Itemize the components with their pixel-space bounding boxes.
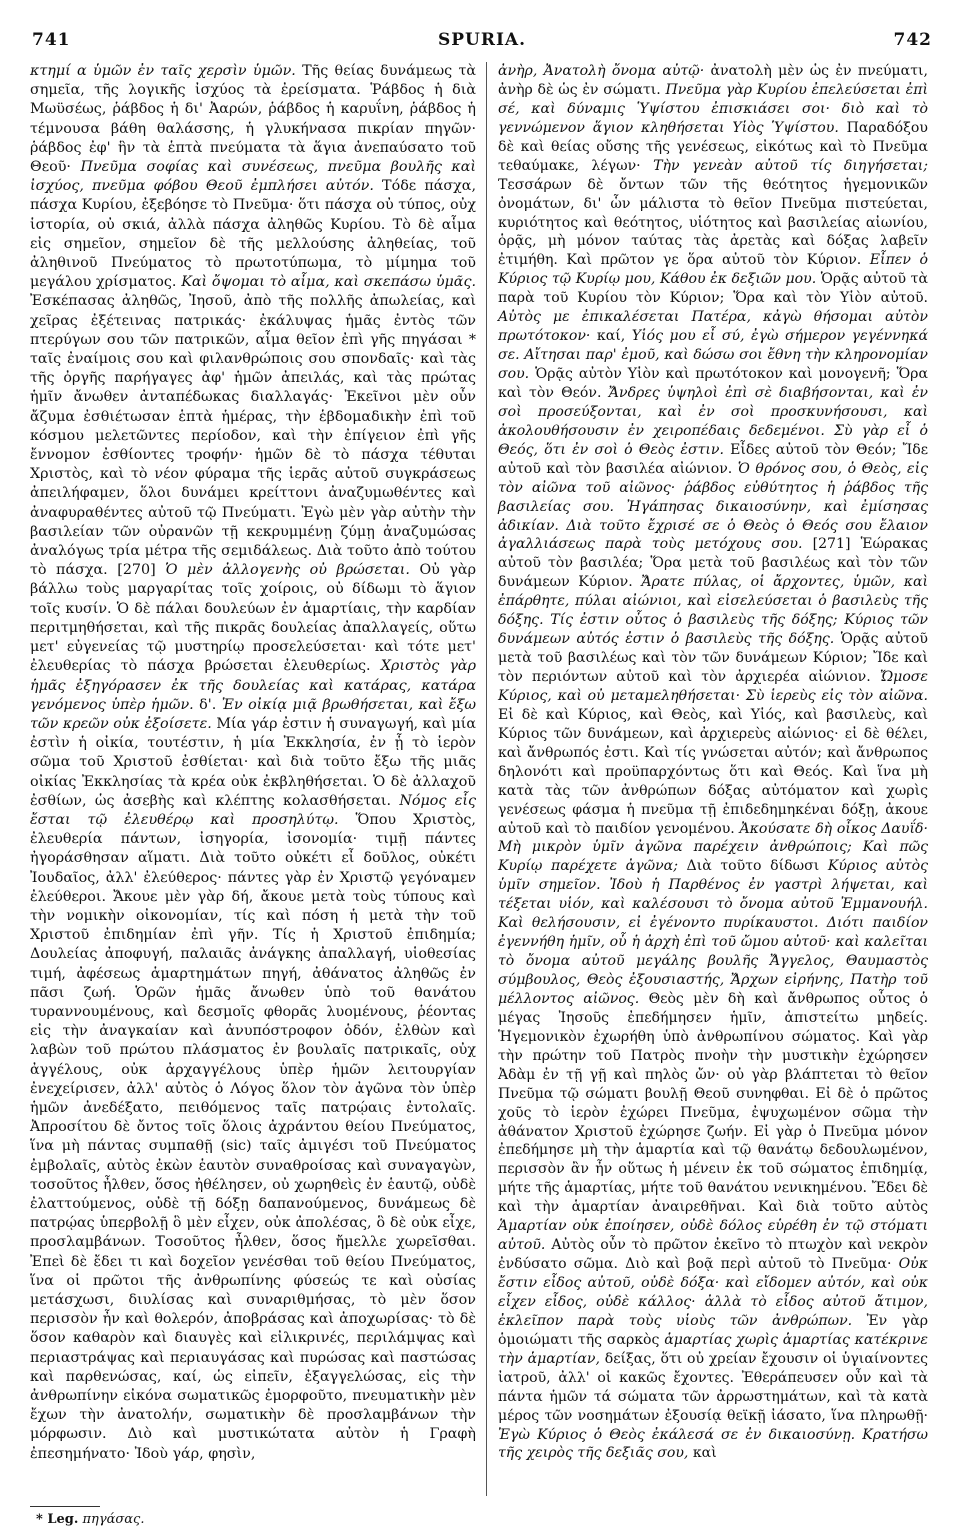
- body-text: Ὁρᾷς αὐτοῦ μετὰ τοῦ βασιλέως καὶ τὸν τῶν δυνάμεων Κύριον; Ἴδε καὶ τὸν περιόντων αὐτοῦ καὶ τὸν ἀρχιερέα αἰώνιον.: [498, 631, 928, 685]
- scripture-quote: Πνεῦμα σοφίας καὶ συνέσεως, πνεῦμα βουλῆς καὶ ἰσχύος, πνεῦμα φόβου Θεοῦ ἐμπλήσει αὐτόν.: [30, 159, 476, 195]
- body-text: καί,: [590, 328, 632, 345]
- scripture-quote: Πνεῦμα γὰρ Κυρίου ἐπελεύσεται ἐπὶ σέ, καὶ δύναμις Ὑψίστου ἐπισκιάσει σοι· διὸ καὶ τὸ γεννώμενον ἅγιον κληθήσεται Υἱὸς Ὑψίστου.: [498, 81, 928, 136]
- body-text: [271] Ἑώρακας αὐτοῦ τὸν βασιλέα; Ὅρα μετὰ τοῦ βασιλέως καὶ τὸν τῶν δυνάμεων Κύριον.: [498, 536, 928, 591]
- running-title: SPURIA.: [437, 30, 527, 50]
- footnote-text: πηγάσας.: [82, 1512, 145, 1527]
- scripture-quote: Ὤμοσε Κύριος, καὶ οὐ μεταμεληθήσεται· Σὺ ἱερεὺς εἰς τὸν αἰῶνα.: [498, 669, 928, 704]
- scripture-quote: Καὶ ὄψομαι τὸ αἷμα, καὶ σκεπάσω ὑμᾶς.: [181, 274, 477, 291]
- body-text: Ὅπου Χριστὸς, ἐλευθερία πάντων, ἰσηγορία, ἰσονομία· τιμῇ πάντες ἠγοράσθησαν αἵματι. Διὰ τοῦτο οὐκέτι εἶ δοῦλος, οὐκέτι Ἰουδαῖος, ἀλλ' ἐλεύθερος· πάντες γὰρ ἐν Χριστῷ γεγόναμεν ἐλεύθεροι. Ἄκουε μὲν γὰρ δή, ἄκουε μετὰ τοὺς τύπους καὶ τὴν νομικὴν οἰκονομίαν, τίς καὶ πόση ἡ μετὰ τὴν τοῦ Χριστοῦ ἐπιδημίαν ἐπὶ γῆν. Τίς ἡ Χριστοῦ ἐπιδημία; Δουλείας ἀποφυγή, παλαιᾶς ἀνάγκης ἀπαλλαγή, υἱοθεσίας τιμή, ἀφέσεως ἁμαρτημάτων πηγή, ἀθάνατος ἀληθῶς ἐν πᾶσι ζωή. Ὁρῶν ἡμᾶς ἄνωθεν ὑπὸ τοῦ θανάτου τυραννουμένους, καὶ δεσμοῖς φθορᾶς λυομένους, ῥέοντας εἰς τὴν ἀναγκαίαν καὶ ἀνυπόστροφον ὁδόν, ἐλθὼν καὶ λαβὼν τοῦ πρώτου πλάσματος ἐν βουλαῖς πατρικαῖς, οὐχ ἀγγέλους, οὐκ ἀρχαγγέλους ὑπὲρ ἡμῶν λειτουργίαν ἐνεχείρισεν, ἀλλ' αὐτὸς ὁ Λόγος ὅλον τὸν ἀγῶνα τὸν ὑπὲρ ἡμῶν ἀνεδέξατο, πειθόμενος ταῖς πατρῴαις ἐντολαῖς. Ἀπροσίτου δὲ ὄντος τοῖς ὅλοις ἀχράντου θείου Πνεύματος, ἵνα μὴ πάντας συμπαθῇ (sic) ταῖς ἀμιγέσι τοῦ Πνεύματος ἐμβολαῖς, αὐτὸς ἐκὼν ἑαυτὸν συναθροίσας καὶ συναγαγὼν, τοσοῦτος ἦλθεν, ὅσος ἠθέλησεν, οὐ χωρηθεὶς ἐν ἑαυτῷ, οὐδὲ ἐλαττούμενος, οὐδὲ τῇ δόξῃ δαπανούμενος, δυνάμεως δὲ πατρῴας ὑπερβολῇ ὃ μὲν εἶχεν, οὐκ ἀπολέσας, ὃ δὲ οὐκ εἶχε, προσλαμβάνων. Τοσοῦτος ἦλθεν, ὅσος ἤμελλε χωρεῖσθαι. Ἐπεὶ δὲ ἔδει τι καὶ δοχεῖον γενέσθαι τοῦ θείου Πνεύματος, ἵνα οἱ πρῶτοι τῆς ἀνθρωπίνης φύσεώς τε καὶ οὐσίας μετάσχωσι, διυλίσας καὶ συναριθμήσας, τὸ μὲν ὅσον περισσὸν ἦν καὶ θολερόν, ἀποβράσας καὶ ἀποχωρίσας· τὸ δὲ ὅσον καθαρὸν καὶ διαυγὲς καὶ εἰλικρινές, περιλάμψας καὶ περιαστράψας καὶ περιαυγάσας καὶ πυρώσας καὶ παστώσας καὶ παρθενώσας, καί, ὡς εἰπεῖν, ἐξαγγελώσας, εἰς τὴν ἀνθρωπίνην εἰκόνα σωματικῶς ἐμορφοῦτο, πνευματικὴν μὲν ἔχων τὴν ἀνατολήν, σωματικὴν δὲ προσλαμβάνων τὴν μόρφωσιν. Διὸ καὶ μυστικώτατα αὐτὸν ἡ Γραφὴ ἐπεσημήνατο· Ἰδοὺ γάρ, φησὶν,: [30, 811, 476, 1462]
- body-text: ἀνατολὴ μὲν ὡς ἐν πνεύματι, ἀνὴρ δὲ ὡς ἐν σώματι.: [498, 63, 928, 98]
- scripture-quote: Κύριος αὐτὸς ὑμῖν σημεῖον. Ἰδοὺ ἡ Παρθένος ἐν γαστρὶ λήψεται, καὶ τέξεται υἱόν, καὶ καλέσουσι τὸ ὄνομα αὐτοῦ Ἐμμανουήλ. Καὶ θελήσουσιν, εἰ ἐγένοντο πυρίκαυστοι. Διότι παιδίον ἐγεννήθη ἡμῖν, οὗ ἡ ἀρχὴ ἐπὶ τοῦ ὤμου αὐτοῦ· καὶ καλεῖται τὸ ὄνομα αὐτοῦ μεγάλης βουλῆς Ἄγγελος, Θαυμαστὸς σύμβουλος, Θεὸς ἐξουσιαστής, Ἄρχων εἰρήνης, Πατὴρ τοῦ μέλλοντος αἰῶνος.: [498, 858, 928, 1007]
- body-text: Ἐν γὰρ ὁμοιώματι τῆς σαρκὸς: [498, 1312, 929, 1348]
- body-text: δείξας, ὅτι οὐ χρείαν ἔχουσιν οἱ ὑγιαίνοντες ἰατροῦ, ἀλλ' οἱ κακῶς ἔχοντες. Ἐθεράπευσεν οὖν καὶ τὰ πάντα ἡμῶν τά σώματα τῶν ἀρρωστημάτων, καὶ τὰ κατὰ μέρος τῶν νοσημάτων ἐξουσίᾳ θεϊκῇ ἰάσατο, ἵνα πληρωθῇ·: [498, 1350, 928, 1424]
- footnote: [36, 1512, 144, 1527]
- scripture-quote: Ἄρατε πύλας, οἱ ἄρχοντες, ὑμῶν, καὶ ἐπάρθητε, πύλαι αἰώνιοι, καὶ εἰσελεύσεται ὁ βασιλεὺς τῆς δόξης. Τίς ἐστιν οὗτος ὁ βασιλεὺς τῆς δόξης; Κύριος τῶν δυνάμεων αὐτός ἐστιν ὁ βασιλεὺς τῆς δόξης.: [498, 574, 928, 648]
- scripture-quote: Εἶπεν ὁ Κύριος τῷ Κυρίῳ μου, Κάθου ἐκ δεξιῶν μου.: [498, 252, 928, 288]
- scripture-quote: Αὐτὸς με ἐπικαλέσεται Πατέρα, κἀγὼ θήσομαι αὐτὸν πρωτότοκον·: [498, 309, 928, 345]
- scripture-quote: κτημί α ὑμῶν ἐν ταῖς χερσὶν ὑμῶν.: [30, 63, 296, 79]
- body-text: Ὁρᾷς αὐτὸν Υἱὸν καὶ πρωτότοκον καὶ μονογενῆ; Ὅρα καὶ τὸν Θεόν.: [498, 366, 928, 401]
- page-number-left: 741: [32, 30, 71, 50]
- scripture-quote: Ἁμαρτίαν οὐκ ἐποίησεν, οὐδὲ δόλος εὑρέθη ἐν τῷ στόματι αὐτοῦ.: [498, 1218, 928, 1254]
- scripture-quote: Ἀκούσατε δὴ οἶκος Δαυΐδ· Μὴ μικρὸν ὑμῖν ἀγῶνα παρέχειν ἀνθρώποις; Καὶ πῶς Κυρίῳ παρέχετε ἀγῶνα;: [498, 820, 928, 875]
- scripture-quote: Ἄνδρες ὑψηλοὶ ἐπὶ σὲ διαβήσονται, καὶ ἐν σοὶ προσεύξονται, καὶ ἐν σοὶ προσκυνήσουσι, καὶ ἀκολουθήσουσιν ἐν χειροπέδαις δεδεμένοι. Σὺ γὰρ εἶ ὁ Θεός, ὅτι ἐν σοὶ ὁ Θεὸς ἐστιν.: [498, 384, 928, 458]
- body-text: Τεσσάρων δὲ ὄντων τῶν τῆς θεότητος ἡγεμονικῶν ὀνομάτων, δι' ὧν μάλιστα τὸ θεῖον Πνεῦμα πιστεύεται, κυριότητος καὶ θεότητος, υἱότητος καὶ βασιλείας αἰωνίου, ὁρᾷς, μὴ μόνον ταύτας τὰς ἀρετὰς καὶ δόξας λαβεῖν ἐτιμήθη. Καὶ πρῶτον γε ὅρα αὐτοῦ τὸν Κύριον.: [498, 176, 928, 269]
- text-column-right: [498, 62, 928, 1463]
- body-text: Τόδε πάσχα, πάσχα Κυρίου, ἐξεβόησε τὸ Πνεῦμα· ὅτι πάσχα οὐ τύπος, οὐχ ἱστορία, οὐ σκιά, ἀλλὰ πάσχα ἀληθῶς Κυρίου. Τὸ δὲ αἷμα εἰς σημεῖον, σημεῖον δὲ τῆς μελλούσης ἀληθείας, τοῦ ἀληθινοῦ Πνεύματος τὸ πρωτοτύπωμα, τὸ μίμημα τοῦ μεγάλου χρίσματος.: [30, 178, 477, 291]
- body-text: Ἐσκέπασας ἀληθῶς, Ἰησοῦ, ἀπὸ τῆς πολλῆς ἀπωλείας, καὶ χεῖρας ἐξέτεινας πατρικάς· ἐκάλυψας ἡμᾶς ἐντὸς τῶν πτερύγων σου τῶν πατρικῶν, αἷμα θεῖον ἐπὶ γῆς πηγάσαι * ταῖς ἐναίμοις σου καὶ φιλανθρώποις σου σπονδαῖς· καὶ τὰς τῆς ὀργῆς παρήγαγες ἀφ' ἡμῶν ἀπειλάς, καὶ τὰς πρώτας ἡμῖν ἄνωθεν ἀνταπέδωκας διαλλαγάς· Ἐκεῖνοι μὲν οὖν ἄζυμα ἐσθιέτωσαν ἑπτὰ ἡμέρας, τὴν ἑβδομαδικὴν ἐπὶ τοῦ κόσμου μελετῶντες περίοδον, καὶ τὴν ἐπίγειον ἐπὶ γῆς ἔννομον ἐσθίοντες τροφήν· ἡμῶν δὲ τὸ πάσχα τέθυται Χριστὸς, καὶ τὸ νέον φύραμα τῆς ἱερᾶς αὐτοῦ συγκράσεως ἀπειλήφαμεν, ὅλοι δυνάμει κρείττονι ἀναζυμωθέντες καὶ ἀναφυραθέντες αὐτοῦ τῷ Πνεύματι. Ἐγὼ μὲν γὰρ αὐτὴν τὴν βασιλείαν τῶν οὐρανῶν τῇ κεκρυμμένῃ ζύμῃ ἀναζυμώσας ἀναλόγως τρία μέτρα τῆς σεμιδάλεως. Διὰ τοῦτο ἀπὸ τούτου τὸ πάσχα. [270]: [30, 293, 476, 579]
- footnote-marker: * Leg.: [36, 1512, 79, 1527]
- body-text: Εἰ δὲ καὶ Κύριος, καὶ Θεὸς, καὶ Υἱός, καὶ βασιλεὺς, καὶ Κύριος τῶν δυνάμεων, καὶ ἀρχιερεὺς αἰώνιος· εἰ δὲ θέλει, καὶ ἄνθρωπός ἐστι. Καὶ τίς γνώσεται αὐτόν; καὶ ἄνθρωπος δηλονότι καὶ προϋπαρχόντως ὅτι καὶ Θεός. Καὶ ἵνα μὴ κατὰ τὰς τῶν ἀνθρώπων δόξας αὐτόματον καὶ χωρὶς γενέσεως φάσμα ἡ πνεῦμα τῇ ἐπιδεδημηκέναι δόξῃ, ἀκουε αὐτοῦ καὶ τὸ παιδίον γενομένου.: [498, 706, 928, 837]
- text-column-left: [30, 62, 476, 1464]
- body-text: Ὁρᾷς αὐτοῦ τὰ παρὰ τοῦ Κυρίου τὸν Κύριον; Ὅρα καὶ τὸν Υἱὸν αὐτοῦ.: [498, 271, 928, 307]
- body-text: Θεὸς μὲν δὴ καὶ ἄνθρωπος οὗτος ὁ μέγας Ἰησοῦς ἐπεδήμησεν ἡμῖν, ἀπιστείτω μηδείς. Ἡγεμονικὸν ἐχωρήθη ὑπὸ ἀνθρωπίνου σώματος. Καὶ γὰρ τὴν πρώτην τοῦ Πατρὸς πνοὴν τὴν μυστικὴν ἐχώρησεν Ἀδὰμ ἐν τῇ γῇ καὶ πηλὸς ὤν· οὐ γὰρ βλάπτεται τὸ θεῖον Πνεῦμα τῷ σώματι βουλῇ Θεοῦ συνηφθαι. Εἰ δὲ ὁ πρῶτος χοῦς τὸ ἱερὸν ἐχώρει Πνεῦμα, ἐψυχωμένον σῶμα τὴν ἀθάνατον Χριστοῦ ἐχώρησε ζωήν. Εἰ γὰρ ὁ Πνεῦμα μόνον ἐπεδήμησε μὴ τὴν ἁμαρτία καὶ τῷ θανάτῳ δεδουλωμένον, περισσὸν ἂν ἦν οὕτως ἡ μένειν ἐκ τοῦ σώματος ἐπιδημίᾳ, μήτε τῆς ἁμαρτίας, μήτε τοῦ θανάτου νενικημένου. Ἔδει δὲ καὶ τὴν ἁμαρτίαν ἀναιρεθῆναι. Καὶ διὰ τοῦτο αὐτὸς: [498, 990, 928, 1216]
- scripture-quote: Ὁ θρόνος σου, ὁ Θεὸς, εἰς τὸν αἰῶνα τοῦ αἰῶνος· ῥάβδος εὐθύτητος ἡ ῥάβδος τῆς βασιλείας σου. Ἠγάπησας δικαιοσύνην, καὶ ἐμίσησας ἀδικίαν. Διὰ τοῦτο ἔχρισέ σε ὁ Θεὸς ὁ Θεός σου ἔλαιον ἀγαλλιάσεως παρὰ τοὺς μετόχους σου.: [498, 460, 929, 553]
- right-column-text: [498, 62, 928, 1463]
- body-text: Μία γάρ ἐστιν ἡ συναγωγή, καὶ μία ἐστὶν ἡ οἰκία, τουτέστιν, ἡ μία Ἐκκλησία, ἐν ᾗ τὸ ἱερὸν σῶμα τοῦ Χριστοῦ ἐσθίεται· καὶ διὰ τοῦτο ἔξω τῆς μιᾶς οἰκίας Ἐκκλησίας τὰ κρέα οὐκ ἐκβληθήσεται. Ὁ δὲ ἀλλαχοῦ ἐσθίων, ὡς ἀσεβὴς καὶ κλέπτης κολασθήσεται.: [30, 715, 477, 809]
- scripture-quote: Ἐν οἰκίᾳ μιᾷ βρωθήσεται, καὶ ἔξω τῶν κρεῶν οὐκ ἐξοίσετε.: [30, 696, 477, 732]
- page-number-right: 742: [893, 30, 932, 50]
- scripture-quote: Οὐκ ἔστιν εἶδος αὐτοῦ, οὐδὲ δόξα· καὶ εἴδομεν αὐτόν, καὶ οὐκ εἶχεν εἶδος, οὐδὲ κάλλος· ἀλλὰ τὸ εἶδος αὐτοῦ ἄτιμον, ἐκλεῖπον παρὰ τοὺς υἱοὺς τῶν ἀνθρώπων.: [498, 1256, 928, 1329]
- body-text: Παραδόξου δὲ καὶ θείας οὔσης τῆς γενέσεως, εἰκότως καὶ τὸ Πνεῦμα τεθαύμακε, λέγων·: [498, 119, 928, 174]
- scripture-quote: Τὴν γενεὰν αὐτοῦ τίς διηγήσεται;: [653, 157, 929, 174]
- body-text: Εἶδες αὐτοῦ τὸν Θεόν; Ἴδε αὐτοῦ καὶ τὸν βασιλέα αἰώνιον.: [498, 441, 928, 477]
- column-divider: [486, 62, 487, 1496]
- body-text: Διὰ τοῦτο δίδωσι: [677, 858, 828, 875]
- scripture-quote: ἀνὴρ, Ἀνατολὴ ὄνομα αὐτῷ·: [498, 63, 705, 79]
- body-text: Οὐ γὰρ βάλλω τοὺς μαργαρίτας τοῖς χοίροις, οὐ δίδωμι τὸ ἅγιον τοῖς κυσίν. Ὁ δὲ πάλαι δουλεύων ἐν ἁμαρτίαις, τὴν καρδίαν περιτμηθήσεται, καὶ τῆς πικρᾶς δουλείας ἀπαλλαγείς, οὕτω μετ' εὐγενείας τῷ μυστηρίῳ προσελεύσεται· καὶ τότε μετ' ἐλευθερίας τὸ πάσχα βρώσεται ἐλευθερίως.: [30, 562, 476, 675]
- body-text: δ'.: [193, 696, 222, 713]
- body-text: Αὐτὸς οὖν τὸ πρῶτον ἐκεῖνο τὸ πτωχὸν καὶ νεκρὸν ἐνδύσατο σῶμα. Διὸ καὶ βοᾷ περὶ αὐτοῦ τὸ Πνεῦμα·: [498, 1237, 928, 1273]
- scripture-quote: Νόμος εἷς ἔσται τῷ ἐλευθέρῳ καὶ προσηλύτῳ.: [30, 792, 476, 828]
- page-header: [30, 30, 934, 58]
- scripture-quote: Ἐγὼ Κύριος ὁ Θεὸς ἐκάλεσά σε ἐν δικαιοσύνῃ. Κρατήσω τῆς χειρὸς τῆς δεξιᾶς σου,: [498, 1426, 928, 1462]
- scripture-quote: ἁμαρτίας χωρὶς ἁμαρτίας κατέκρινε τὴν ἁμαρτίαν,: [498, 1331, 928, 1367]
- scripture-quote: Ὁ μὲν ἀλλογενὴς οὐ βρώσεται.: [165, 562, 410, 579]
- body-text: Τῆς θείας δυνάμεως τὰ σημεῖα, τῆς λογικῆς ἰσχύος τὰ ἐρείσματα. Ῥάβδος ἡ διὰ Μωϋσέως, ῥάβδος ἡ δι' Ἀαρών, ῥάβδος ἡ καρυΐνη, ῥάβδος ἡ τέμνουσα βάθη θαλάσσης, ἡ γλυκήνασα πικρίαν πηγῶν· ῥάβδος ἐφ' ἣν τὰ ἑπτὰ πνεύματα τὰ ἅγια ἀνεπαύσατο τοῦ Θεοῦ·: [30, 63, 477, 176]
- footnote-rule: [30, 1506, 100, 1507]
- body-text: καὶ: [688, 1445, 717, 1462]
- scripture-quote: Χριστὸς γὰρ ἡμᾶς ἐξηγόρασεν ἐκ τῆς δουλείας καὶ κατάρας, κατάρα γενόμενος ὑπὲρ ἡμῶν.: [30, 658, 476, 713]
- scripture-quote: Υἱός μου εἶ σύ, ἐγὼ σήμερον γεγέννηκά σε. Αἴτησαι παρ' ἐμοῦ, καὶ δώσω σοι ἔθνη τὴν κληρονομίαν σου.: [498, 328, 928, 382]
- left-column-text: [30, 62, 476, 1464]
